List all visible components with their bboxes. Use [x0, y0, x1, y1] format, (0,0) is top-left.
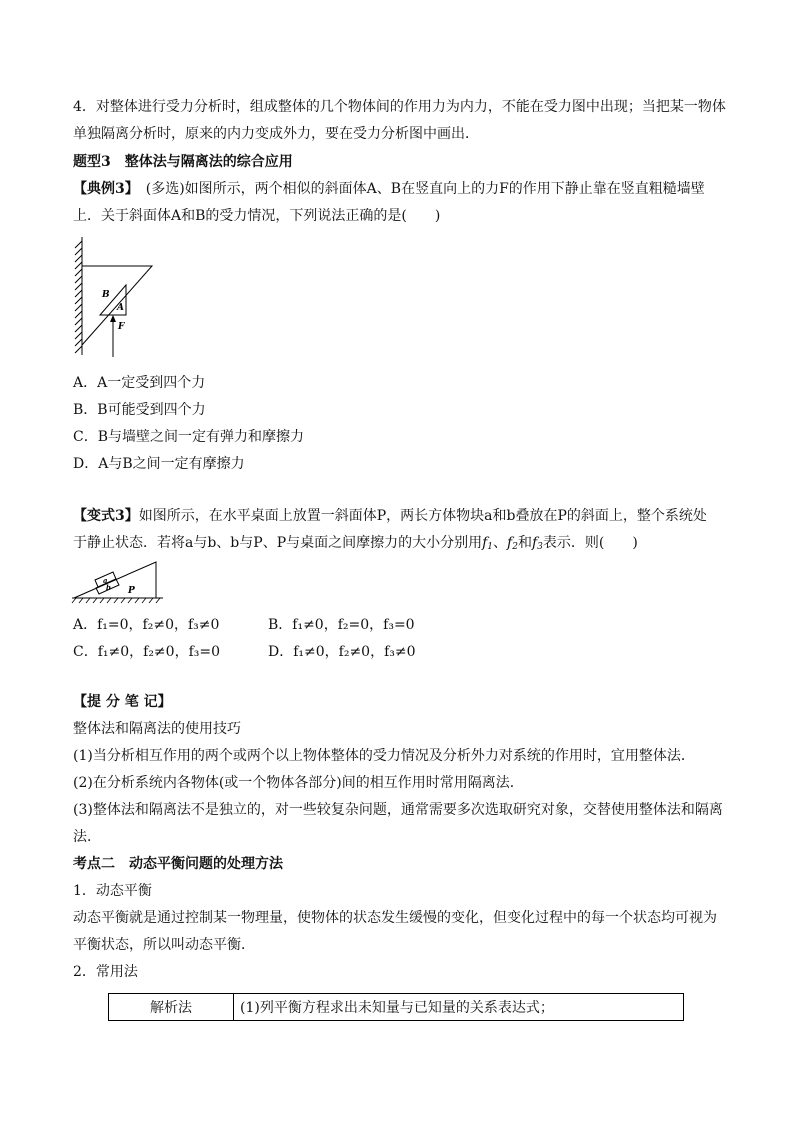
variant3-text2-post: 表示．则( )	[542, 535, 638, 551]
table-hatching	[72, 598, 160, 603]
paragraph-4-line1: 4．对整体进行受力分析时，组成整体的几个物体间的作用力为内力，不能在受力图中出现；当把某一物体	[73, 99, 726, 115]
variant3-text1: 如图所示，在水平桌面上放置一斜面体P，两长方体物块a和b叠放在P的斜面上，整个系统处	[138, 508, 707, 524]
example3-line1	[73, 179, 705, 199]
incline-p	[74, 562, 156, 598]
section1-line1: 动态平衡就是通过控制某一物理量，使物体的状态发生缓慢的变化，但变化过程中的每一个状态均可视为	[73, 910, 717, 926]
variant3-line1	[73, 506, 707, 526]
variant3-line2: 于静止状态．若将a与b、b与P、P与桌面之间摩擦力的大小分别用$f_1$、$f_2$和$f_3$表示．则( )	[73, 535, 638, 552]
variant3-option-d: D．f₁≠0，f₂≠0，f₃≠0	[268, 644, 416, 660]
notes-subtitle: 整体法和隔离法的使用技巧	[73, 721, 241, 737]
note-1: (1)当分析相互作用的两个或两个以上物体整体的受力情况及分析外力对系统的作用时，宜用整体法．	[73, 748, 695, 764]
example3-option-d: D．A与B之间一定有摩擦力	[73, 456, 245, 472]
note-3-line1: (3)整体法和隔离法不是独立的，对一些较复杂问题，通常需要多次选取研究对象，交替使用整体法和隔离	[73, 802, 723, 818]
figure-wedges-on-wall	[70, 235, 160, 359]
force-f-arrowhead	[110, 315, 116, 322]
label-p: P	[128, 586, 135, 596]
section1-line2: 平衡状态，所以叫动态平衡．	[73, 937, 255, 953]
symbol-f3: $f_3$	[531, 535, 543, 552]
variant3-option-a: A．f₁=0，f₂≠0，f₃≠0	[73, 617, 220, 633]
example3-line2: 上．关于斜面体A和B的受力情况，下列说法正确的是( )	[73, 208, 441, 224]
notes-title: 【提 分 笔 记】	[73, 694, 172, 710]
note-2: (2)在分析系统内各物体(或一个物体各部分)间的相互作用时常用隔离法．	[73, 775, 524, 791]
table-cell-description: (1)列平衡方程求出未知量与已知量的关系表达式；	[234, 994, 684, 1021]
label-b: B	[102, 290, 110, 300]
label-f: F	[118, 322, 125, 332]
table-cell-method: 解析法	[109, 994, 234, 1021]
example3-option-a: A．A一定受到四个力	[73, 375, 206, 391]
example3-option-b: B．B可能受到四个力	[73, 402, 206, 418]
example3-text1: (多选)如图所示，两个相似的斜面体A、B在竖直向上的力F的作用下静止靠在竖直粗糙墙壁	[131, 181, 705, 197]
example3-option-c: C．B与墙壁之间一定有弹力和摩擦力	[73, 429, 304, 445]
figure-incline-blocks	[70, 558, 165, 604]
note-3-line2: 法．	[73, 829, 101, 845]
variant3-text2-pre: 于静止状态．若将a与b、b与P、P与桌面之间摩擦力的大小分别用	[73, 535, 483, 551]
label-b-block: b	[106, 583, 111, 592]
table-row	[109, 994, 684, 1021]
variant3-option-c: C．f₁≠0，f₂≠0，f₃=0	[73, 644, 221, 660]
methods-table	[108, 993, 684, 1021]
label-a: A	[117, 303, 124, 313]
example3-tag: 【典例3】	[73, 181, 132, 197]
variant3-tag: 【变式3】	[73, 508, 139, 524]
wall-hatching	[75, 237, 82, 355]
symbol-f2: $f_2$	[507, 535, 518, 552]
keypoint2-title: 考点二 动态平衡问题的处理方法	[73, 856, 283, 872]
section-title-type3: 题型3 整体法与隔离法的综合应用	[73, 154, 293, 170]
paragraph-4-line2: 单独隔离分析时，原来的内力变成外力，要在受力分析图中画出．	[73, 126, 479, 142]
symbol-f1: $f_1$	[482, 535, 494, 552]
section1-title: 1．动态平衡	[73, 883, 152, 899]
label-a-block: a	[103, 576, 108, 585]
variant3-option-b: B．f₁≠0，f₂=0，f₃=0	[268, 617, 415, 633]
section2-title: 2．常用法	[73, 964, 138, 980]
